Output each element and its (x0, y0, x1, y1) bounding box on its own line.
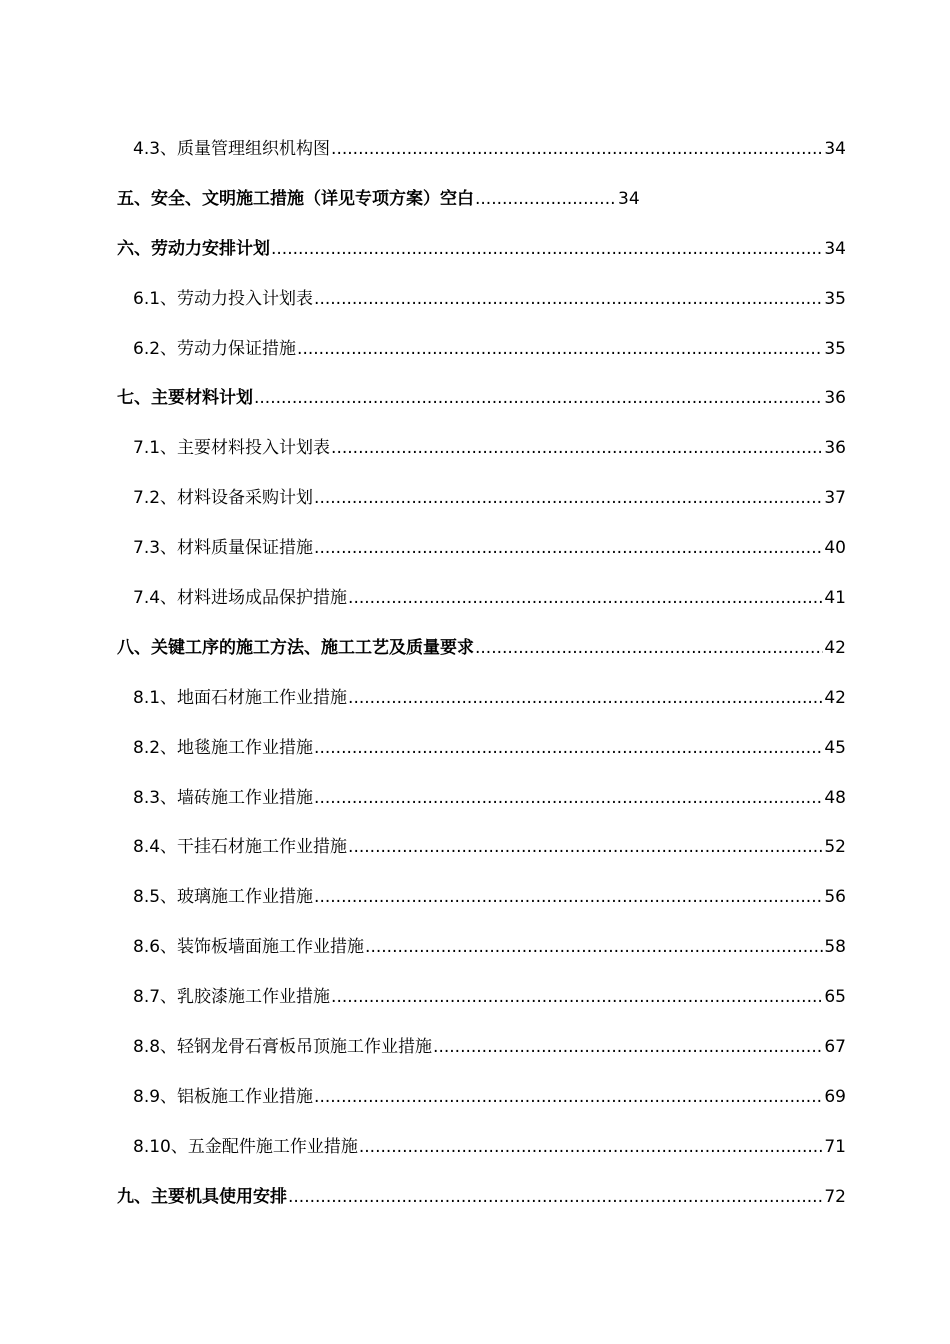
toc-entry-title: 8.5、玻璃施工作业措施 (133, 887, 314, 908)
toc-dot-leader (348, 686, 823, 710)
toc-page-number: 42 (824, 637, 846, 658)
toc-entry-title: 8.7、乳胶漆施工作业措施 (133, 987, 331, 1008)
toc-entry-title: 4.3、质量管理组织机构图 (133, 139, 331, 159)
toc-dot-leader (271, 237, 823, 261)
toc-dot-leader (288, 1185, 823, 1209)
toc-dot-leader (433, 1035, 823, 1059)
toc-page-number: 56 (824, 887, 846, 908)
toc-entry-section-8[interactable] (0, 630, 950, 680)
toc-entry-title: 6.2、劳动力保证措施 (133, 338, 297, 359)
toc-entry-title: 8.8、轻钢龙骨石膏板吊顶施工作业措施 (133, 1037, 433, 1058)
toc-entry-8-9[interactable] (0, 1079, 950, 1129)
toc-entry-title: 8.3、墙砖施工作业措施 (133, 787, 314, 808)
toc-entry-8-1[interactable] (0, 680, 950, 730)
toc-entry-8-7[interactable] (0, 979, 950, 1029)
toc-page-number: 35 (824, 288, 846, 309)
toc-entry-8-10[interactable] (0, 1129, 950, 1179)
toc-dot-leader (365, 935, 823, 959)
toc-entry-title: 7.1、主要材料投入计划表 (133, 438, 331, 459)
toc-entry-title: 8.10、五金配件施工作业措施 (133, 1136, 358, 1157)
toc-entry-title: 7.3、材料质量保证措施 (133, 538, 314, 559)
toc-entry-title: 7.4、材料进场成品保护措施 (133, 588, 348, 609)
toc-page-number: 37 (824, 488, 846, 509)
toc-dot-leader (314, 486, 823, 510)
toc-entry-section-9[interactable] (0, 1179, 950, 1229)
toc-page-number: 36 (824, 388, 846, 409)
toc-page-number: 72 (824, 1186, 846, 1207)
toc-entry-7-4[interactable] (0, 580, 950, 630)
toc-page-number: 52 (824, 837, 846, 858)
toc-page-number: 34 (824, 139, 846, 159)
toc-entry-title: 8.1、地面石材施工作业措施 (133, 687, 348, 708)
toc-entry-7-1[interactable] (0, 430, 950, 480)
toc-dot-leader (314, 1085, 823, 1109)
toc-entry-4-3[interactable] (0, 131, 950, 181)
toc-entry-title: 九、主要机具使用安排 (117, 1186, 287, 1207)
toc-entry-8-3[interactable] (0, 780, 950, 830)
toc-page-number: 69 (824, 1086, 846, 1107)
toc-dot-leader (314, 287, 823, 311)
toc-dot-leader (331, 436, 823, 460)
toc-page-number: 41 (824, 588, 846, 609)
toc-entry-8-2[interactable] (0, 730, 950, 780)
toc-entry-title: 8.9、铝板施工作业措施 (133, 1086, 314, 1107)
toc-entry-title: 7.2、材料设备采购计划 (133, 488, 314, 509)
toc-dot-leader (314, 536, 823, 560)
toc-page-number: 42 (824, 687, 846, 708)
toc-dot-leader (475, 187, 617, 211)
toc-entry-8-8[interactable] (0, 1029, 950, 1079)
toc-dot-leader (314, 885, 823, 909)
toc-entry-title: 8.6、装饰板墙面施工作业措施 (133, 937, 365, 958)
toc-page-number: 58 (824, 937, 846, 958)
toc-entry-8-5[interactable] (0, 879, 950, 929)
toc-entry-section-7[interactable] (0, 380, 950, 430)
toc-entry-6-1[interactable] (0, 281, 950, 331)
toc-page-number: 34 (824, 238, 846, 259)
toc-dot-leader (254, 386, 823, 410)
toc-dot-leader (359, 1135, 824, 1159)
toc-page-number: 35 (824, 338, 846, 359)
toc-page-number: 45 (824, 737, 846, 758)
toc-dot-leader (331, 985, 823, 1009)
toc-entry-6-2[interactable] (0, 331, 950, 381)
toc-dot-leader (297, 337, 823, 361)
toc-entry-title: 六、劳动力安排计划 (117, 238, 270, 259)
toc-entry-title: 五、安全、文明施工措施（详见专项方案）空白 (117, 188, 474, 209)
toc-entry-7-2[interactable] (0, 480, 950, 530)
toc-entry-section-6[interactable] (0, 231, 950, 281)
toc-page-number: 71 (824, 1136, 846, 1157)
toc-dot-leader (314, 786, 823, 810)
toc-dot-leader (331, 137, 823, 161)
toc-entry-title: 八、关键工序的施工方法、施工工艺及质量要求 (117, 637, 474, 658)
toc-dot-leader (348, 835, 823, 859)
toc-entry-8-4[interactable] (0, 829, 950, 879)
toc-dot-leader (314, 736, 823, 760)
toc-page-number: 48 (824, 787, 846, 808)
toc-entry-section-5[interactable] (0, 181, 950, 231)
toc-entry-7-3[interactable] (0, 530, 950, 580)
toc-page-number: 36 (824, 438, 846, 459)
toc-dot-leader (348, 586, 823, 610)
toc-page-number: 34 (618, 188, 640, 209)
toc-entry-title: 8.2、地毯施工作业措施 (133, 737, 314, 758)
toc-dot-leader (475, 636, 823, 660)
toc-entry-title: 6.1、劳动力投入计划表 (133, 288, 314, 309)
toc-page-number: 67 (824, 1037, 846, 1058)
table-of-contents (0, 131, 950, 1229)
toc-entry-8-6[interactable] (0, 929, 950, 979)
toc-page-number: 65 (824, 987, 846, 1008)
toc-entry-title: 8.4、干挂石材施工作业措施 (133, 837, 348, 858)
toc-page-number: 40 (824, 538, 846, 559)
toc-entry-title: 七、主要材料计划 (117, 388, 253, 409)
